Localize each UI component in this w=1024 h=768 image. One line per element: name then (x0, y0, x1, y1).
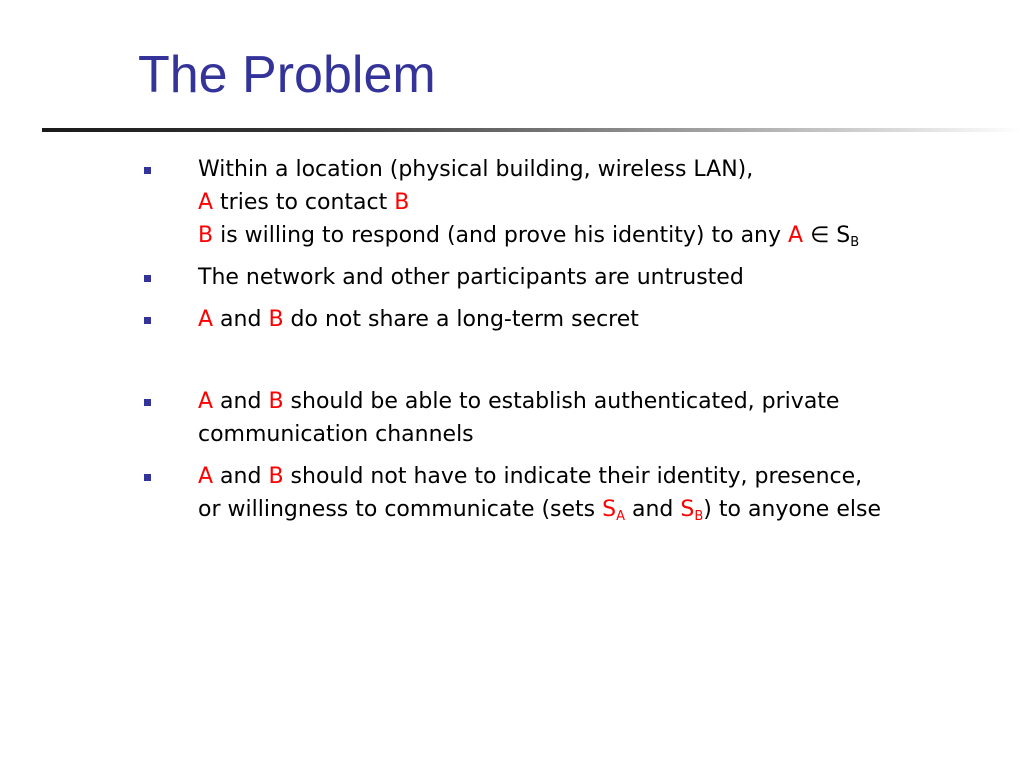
bullet-text: tries to contact (213, 190, 395, 215)
bullet-line (198, 385, 1008, 418)
bullet-text: should not have to indicate their identity, presence, (283, 464, 863, 489)
bullet-line (198, 303, 1008, 336)
bullet-text: should be able to establish authenticated, private (283, 389, 840, 414)
bullet-line (198, 186, 1008, 219)
party-a: A (198, 464, 214, 489)
element-of-symbol: ∈ (803, 223, 837, 248)
bullet-line (198, 219, 1008, 252)
bullet-text: and (213, 389, 269, 414)
square-bullet-icon (144, 399, 151, 406)
party-a: A (788, 223, 804, 248)
bullet-item-authenticated (198, 385, 1008, 451)
set-subscript: B (850, 235, 860, 250)
bullet-line (198, 418, 1008, 451)
bullet-item-privacy (198, 460, 1008, 526)
bullet-text: and (213, 464, 269, 489)
bullet-text: Within a location (physical building, wireless LAN), (198, 157, 754, 182)
bullet-item-location (198, 153, 1008, 252)
bullet-text: do not share a long-term secret (283, 307, 639, 332)
party-b: B (268, 464, 284, 489)
party-b: B (268, 389, 284, 414)
bullet-line (198, 460, 1008, 493)
bullet-text: and (625, 497, 681, 522)
party-b: B (394, 190, 410, 215)
square-bullet-icon (144, 167, 151, 174)
slide-title: The Problem (138, 46, 436, 104)
bullet-text: and (213, 307, 269, 332)
party-a: A (198, 389, 214, 414)
bullet-line (198, 153, 1008, 186)
bullet-text: or willingness to communicate (sets (198, 497, 603, 522)
set-s: S (836, 223, 851, 248)
square-bullet-icon (144, 317, 151, 324)
square-bullet-icon (144, 275, 151, 282)
bullet-item-untrusted (198, 261, 1008, 294)
bullet-line (198, 493, 1008, 526)
party-a: A (198, 307, 214, 332)
set-subscript: A (616, 509, 626, 524)
bullet-text: is willing to respond (and prove his identity) to any (213, 223, 789, 248)
bullet-item-no-secret (198, 303, 1008, 336)
set-subscript: B (694, 509, 704, 524)
set-s-b: S (680, 497, 695, 522)
party-b: B (268, 307, 284, 332)
bullet-text: The network and other participants are untrusted (198, 265, 744, 290)
party-b: B (198, 223, 214, 248)
bullet-line (198, 261, 1008, 294)
square-bullet-icon (144, 474, 151, 481)
party-a: A (198, 190, 214, 215)
bullet-text: communication channels (198, 422, 474, 447)
set-s-a: S (602, 497, 617, 522)
bullet-text: ) to anyone else (703, 497, 881, 522)
